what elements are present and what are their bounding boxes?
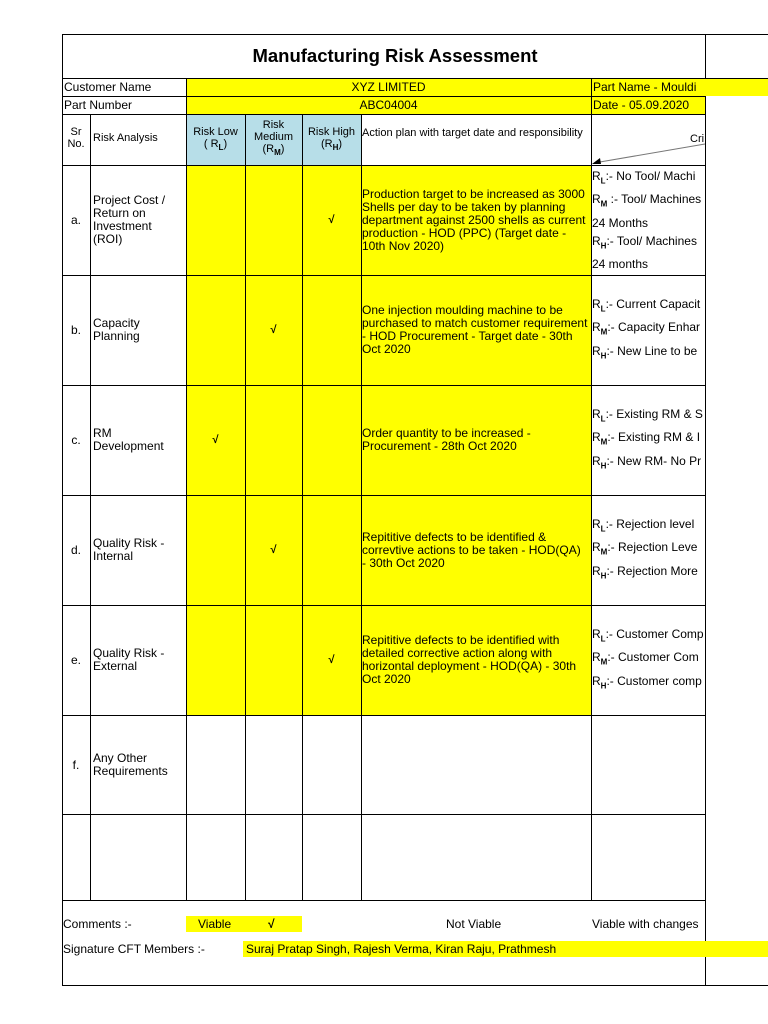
signature-members: Suraj Pratap Singh, Rajesh Verma, Kiran Raju, Prathmesh	[246, 942, 557, 956]
criteria-line: $R_L:-$ Existing RM & S	[592, 406, 703, 424]
col-risk-high: Risk High $(R_H)$	[307, 126, 356, 153]
criteria-line: $R_M:-$ Rejection Leve	[592, 540, 698, 557]
criteria-line: $R_L:-$ Rejection level	[592, 516, 695, 534]
criteria-line: $R_L:-$ Customer Comp	[592, 626, 704, 644]
row-sr-no: c.	[71, 433, 81, 447]
criteria-line: $R_L:-$ No Tool/ Machi	[592, 168, 696, 186]
risk-check-icon: √	[328, 214, 335, 226]
col-sr-no: Sr No.	[67, 126, 85, 150]
row-criteria	[592, 165, 705, 275]
not-viable-option[interactable]: Not Viable	[446, 917, 502, 931]
row-action-text: One injection moulding machine to be purchased to match customer requirement - HOD Procurement - Target date - 30th Oct 2020	[362, 303, 588, 356]
row-criteria	[592, 385, 705, 495]
viable-check-icon: √	[268, 917, 275, 931]
row-risk-analysis: Capacity Planning	[93, 316, 140, 343]
criteria-arrow-icon	[591, 140, 706, 166]
col-criteria: Cri	[690, 133, 705, 145]
row-sr-no: b.	[70, 323, 81, 337]
row-sr-no: f.	[72, 757, 80, 772]
criteria-line: 24 months	[592, 257, 649, 272]
row-action-plan	[362, 385, 588, 495]
row-risk-analysis: Quality Risk - Internal	[93, 536, 165, 563]
part-number-value: ABC04004	[359, 98, 418, 112]
row-action-plan	[362, 275, 588, 385]
row-action-plan	[362, 165, 588, 275]
row-action-plan	[362, 495, 588, 605]
criteria-line: $R_M$ :- Tool/ Machines	[592, 192, 702, 209]
risk-check-icon: √	[212, 434, 219, 446]
customer-name-label: Customer Name	[64, 80, 152, 94]
viable-with-changes-option[interactable]: Viable with changes	[592, 917, 699, 931]
row-criteria	[592, 605, 705, 715]
row-sr-no: d.	[70, 543, 81, 557]
row-sr-no: a.	[70, 213, 81, 227]
part-name: Part Name - Mouldi	[593, 80, 697, 94]
col-risk-medium: Risk Medium $(R_M)$	[253, 119, 294, 158]
row-action-text: Order quantity to be increased - Procurement - 28th Oct 2020	[362, 426, 531, 453]
row-criteria	[592, 275, 705, 385]
part-number-label: Part Number	[64, 98, 133, 112]
col-risk-analysis: Risk Analysis	[93, 132, 158, 144]
row-action-text: Repititive defects to be identified with detailed corrective action along with horizontal deployment - HOD(QA) - 30th Oct 2020	[362, 633, 577, 686]
signature-label: Signature CFT Members :-	[63, 942, 205, 956]
row-risk-analysis: Any Other Requirements	[93, 750, 168, 778]
criteria-line: $R_M:-$ Existing RM & I	[592, 430, 701, 447]
criteria-line: $R_M:-$ Customer Com	[592, 650, 699, 667]
date: Date - 05.09.2020	[593, 98, 690, 112]
criteria-line: $R_H:-$ New Line to be	[592, 343, 698, 361]
customer-name-value: XYZ LIMITED	[351, 80, 426, 94]
risk-check-icon: √	[270, 544, 277, 556]
page-title: Manufacturing Risk Assessment	[252, 45, 538, 66]
criteria-line: $R_M:-$ Capacity Enhar	[592, 320, 701, 337]
viable-option[interactable]: Viable	[198, 917, 232, 931]
criteria-line: $R_H:-$ Tool/ Machines	[592, 233, 697, 251]
row-risk-analysis: Project Cost / Return on Investment (ROI)	[93, 193, 166, 246]
row-sr-no: e.	[70, 653, 81, 667]
row-action-text: Production target to be increased as 3000 Shells per day to be taken by planning department against 2500 shells as current production - HOD (PPC) (Target date - 10th Nov 2020)	[362, 186, 586, 253]
row-risk-analysis: Quality Risk - External	[93, 646, 165, 673]
comments-label: Comments :-	[63, 917, 132, 931]
col-risk-low: Risk Low ( $R_L$)	[193, 126, 238, 153]
risk-check-icon: √	[328, 654, 335, 666]
col-action-plan: Action plan with target date and responsibility	[362, 127, 583, 139]
criteria-line: $R_H:-$ New RM- No Pr	[592, 453, 702, 471]
criteria-line: 24 Months	[592, 215, 649, 230]
criteria-line: $R_L:-$ Current Capacit	[592, 296, 701, 314]
row-action-plan	[362, 605, 588, 715]
risk-check-icon: √	[270, 324, 277, 336]
row-risk-analysis: RM Development	[93, 426, 164, 453]
criteria-line: $R_H:-$ Customer comp	[592, 673, 702, 691]
criteria-line: $R_H:-$ Rejection More	[592, 563, 698, 581]
row-criteria	[592, 495, 705, 605]
row-action-text: Repititive defects to be identified & correvtive actions to be taken - HOD(QA) - 30th Oct 2020	[362, 529, 581, 570]
